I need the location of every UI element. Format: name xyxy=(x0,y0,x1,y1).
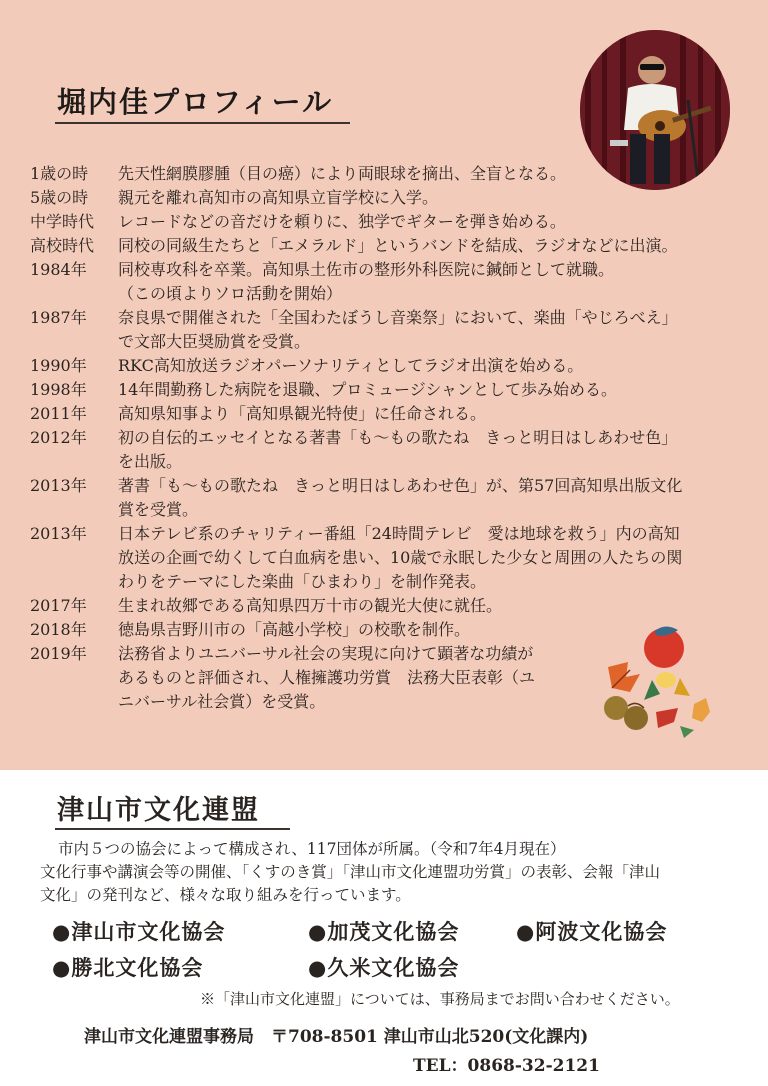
timeline-year: 2012年 xyxy=(30,428,87,447)
timeline-text xyxy=(118,426,730,474)
timeline-row xyxy=(30,162,730,186)
timeline-line: わりをテーマにした楽曲「ひまわり」を制作発表。 xyxy=(118,572,487,591)
timeline-line: 放送の企画で幼くして白血病を患い、10歳で永眠した少女と周囲の人たちの関 xyxy=(118,548,683,567)
federation-title: 津山市文化連盟 xyxy=(57,795,260,826)
association-item: ●勝北文化協会 xyxy=(52,955,204,980)
federation-underline xyxy=(55,828,290,830)
timeline-year: 5歳の時 xyxy=(30,188,89,207)
association-item: ●久米文化協会 xyxy=(308,955,460,980)
timeline-row xyxy=(30,258,730,306)
federation-section xyxy=(0,770,768,1086)
timeline-line: 先天性網膜膠腫（目の癌）により両眼球を摘出、全盲となる。 xyxy=(118,164,567,183)
timeline-text xyxy=(118,402,730,426)
timeline-year: 2011年 xyxy=(30,404,87,423)
timeline-line: 生まれ故郷である高知県四万十市の観光大使に就任。 xyxy=(118,596,503,615)
timeline-row xyxy=(30,594,730,618)
association-item: ●津山市文化協会 xyxy=(52,919,226,944)
association-item: ●阿波文化協会 xyxy=(516,919,668,944)
timeline-year: 2013年 xyxy=(30,476,87,495)
timeline-year: 1998年 xyxy=(30,380,87,399)
timeline-line: で文部大臣奨励賞を受賞。 xyxy=(118,332,311,351)
timeline-row xyxy=(30,210,730,234)
timeline-line: 賞を受賞。 xyxy=(118,500,199,519)
timeline-text xyxy=(118,162,730,186)
timeline-line: ニバーサル社会賞）を受賞。 xyxy=(118,692,326,711)
description-line: 市内５つの協会によって構成され、117団体が所属。（令和7年4月現在） xyxy=(58,840,566,858)
timeline-row xyxy=(30,186,730,210)
timeline-row xyxy=(30,474,730,522)
timeline-text xyxy=(118,306,730,354)
timeline-text xyxy=(118,186,730,210)
timeline-year: 2019年 xyxy=(30,644,87,663)
timeline-text xyxy=(118,354,730,378)
description-line: 文化行事や講演会等の開催、「くすのき賞」「津山市文化連盟功労賞」の表彰、会報「津山 xyxy=(40,863,661,881)
description-line: 文化」の発刊など、様々な取り組みを行っています。 xyxy=(40,886,411,904)
association-item: ●加茂文化協会 xyxy=(308,919,460,944)
timeline-text xyxy=(118,594,730,618)
profile-title: 堀内佳プロフィール xyxy=(57,85,334,119)
timeline-line: 高知県知事より「高知県観光特使」に任命される。 xyxy=(118,404,487,423)
timeline-line: レコードなどの音だけを頼りに、独学でギターを弾き始める。 xyxy=(118,212,566,231)
timeline-year: 2013年 xyxy=(30,524,87,543)
timeline-line: 14年間勤務した病院を退職、プロミュージシャンとして歩み始める。 xyxy=(118,380,618,399)
timeline-text xyxy=(118,522,730,594)
inquiry-note: ※「津山市文化連盟」については、事務局までお問い合わせください。 xyxy=(200,990,680,1008)
timeline-text xyxy=(118,210,730,234)
timeline-line: 法務省よりユニバーサル社会の実現に向けて顕著な功績が xyxy=(118,644,534,663)
timeline-year: 1歳の時 xyxy=(30,164,89,183)
federation-description xyxy=(40,838,740,907)
timeline-line: RKC高知放送ラジオパーソナリティとしてラジオ出演を始める。 xyxy=(118,356,584,375)
timeline-row xyxy=(30,402,730,426)
office-address: 津山市文化連盟事務局 〒708-8501 津山市山北520(文化課内) xyxy=(84,1027,589,1047)
timeline-line: 同校専攻科を卒業。高知県土佐市の整形外科医院に鍼師として就職。 xyxy=(118,260,615,279)
timeline-line: 初の自伝的エッセイとなる著書「も～もの歌たね きっと明日はしあわせ色」 xyxy=(118,428,678,447)
timeline-row xyxy=(30,354,730,378)
timeline-line: （この頃よりソロ活動を開始） xyxy=(118,284,343,303)
timeline-line: 日本テレビ系のチャリティー番組「24時間テレビ 愛は地球を救う」内の高知 xyxy=(118,524,680,543)
title-underline xyxy=(55,122,350,124)
timeline-line: 著書「も～もの歌たね きっと明日はしあわせ色」が、第57回高知県出版文化 xyxy=(118,476,683,495)
timeline-row xyxy=(30,522,730,594)
timeline-line: あるものと評価され、人権擁護功労賞 法務大臣表彰（ユ xyxy=(118,668,535,687)
timeline-text xyxy=(118,234,730,258)
timeline-year: 1984年 xyxy=(30,260,87,279)
timeline-year: 高校時代 xyxy=(30,236,95,255)
timeline-text xyxy=(118,474,730,522)
timeline-line: 徳島県吉野川市の「高越小学校」の校歌を制作。 xyxy=(118,620,471,639)
timeline-line: を出版。 xyxy=(118,452,183,471)
timeline-year: 2018年 xyxy=(30,620,87,639)
timeline-line: 同校の同級生たちと「エメラルド」というバンドを結成、ラジオなどに出演。 xyxy=(118,236,678,255)
timeline-row xyxy=(30,426,730,474)
timeline-year: 2017年 xyxy=(30,596,87,615)
timeline-row xyxy=(30,234,730,258)
timeline-text xyxy=(118,258,730,306)
timeline-row xyxy=(30,306,730,354)
timeline-row xyxy=(30,378,730,402)
timeline-line: 親元を離れ高知市の高知県立盲学校に入学。 xyxy=(118,188,439,207)
timeline-year: 1987年 xyxy=(30,308,87,327)
timeline-year: 中学時代 xyxy=(30,212,95,231)
timeline-year: 1990年 xyxy=(30,356,87,375)
office-phone: TEL：0868-32-2121 xyxy=(413,1056,600,1076)
autumn-leaves-illustration xyxy=(598,622,718,742)
timeline-line: 奈良県で開催された「全国わたぼうし音楽祭」において、楽曲「やじろべえ」 xyxy=(118,308,678,327)
timeline-text xyxy=(118,378,730,402)
